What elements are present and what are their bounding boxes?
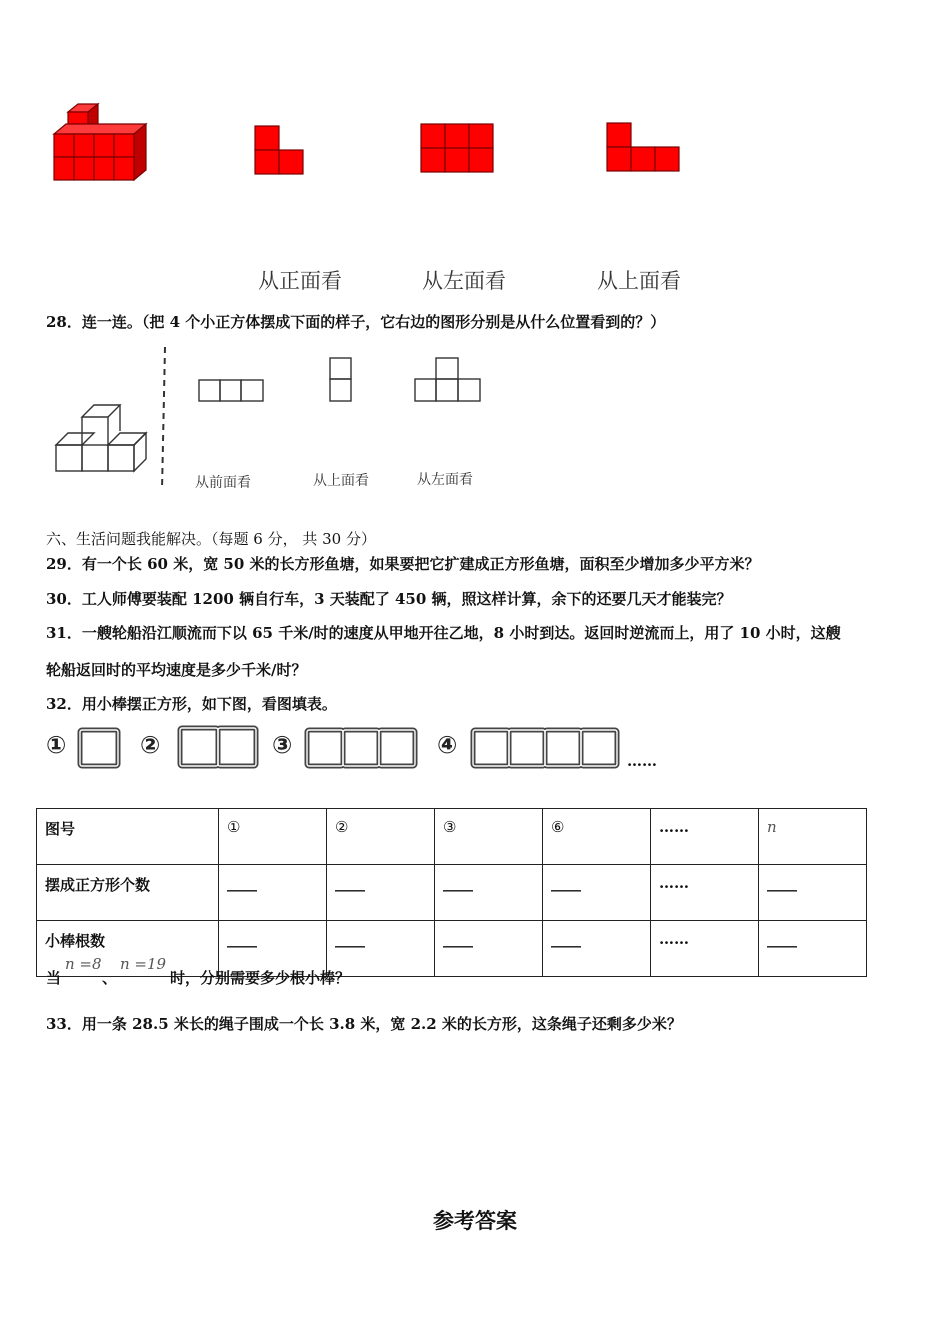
question-31-line2: 轮船返回时的平均速度是多少千米/时？: [46, 661, 307, 679]
table-cell: ②: [327, 809, 435, 865]
table-row: [37, 809, 867, 865]
answer-blank[interactable]: ____: [219, 921, 327, 977]
view-shape-pyramid: [415, 358, 480, 401]
stick-square-fig-1: [80, 730, 118, 766]
dashed-divider: [162, 347, 165, 490]
section-6-heading: 六、生活问题我能解决。（每题 6 分， 共 30 分）: [46, 530, 376, 548]
table-row: [37, 865, 867, 921]
stick-squares-figure: [70, 720, 630, 775]
answer-blank[interactable]: ____: [435, 865, 543, 921]
figure-mark-2: ②: [140, 731, 161, 759]
q28-label-front: 从前面看: [195, 475, 251, 491]
answer-blank[interactable]: ____: [759, 921, 867, 977]
cube-stack-drawing: [56, 405, 146, 471]
answer-blank[interactable]: ____: [327, 865, 435, 921]
answer-blank[interactable]: ____: [759, 865, 867, 921]
red-cube-figures: [40, 100, 720, 200]
q32-follow-suffix: 时，分别需要多少根小棒？: [170, 969, 351, 987]
figure-mark-4: ④: [437, 731, 458, 759]
view-shape-column2: [330, 358, 351, 401]
figure-mark-3: ③: [272, 731, 293, 759]
answers-title: 参考答案: [433, 1209, 517, 1233]
question-33: 33．用一条 28.5 米长的绳子围成一个长 3.8 米，宽 2.2 米的长方形，这条绳子还剩多少米？: [46, 1015, 682, 1033]
table-cell: 小棒根数: [37, 921, 219, 977]
table-cell: ……: [651, 921, 759, 977]
question-31-line1: 31．一艘轮船沿江顺流而下以 65 千米/时的速度从甲地开往乙地，8 小时到达。返回时逆流而上，用了 10 小时，这艘: [46, 624, 841, 642]
table-cell: ③: [435, 809, 543, 865]
stick-square-fig-3: [307, 730, 415, 766]
q28-label-top: 从上面看: [313, 473, 369, 489]
table-cell: 图号: [37, 809, 219, 865]
question-29: 29．有一个长 60 米，宽 50 米的长方形鱼塘，如果要把它扩建成正方形鱼塘，面积至少增加多少平方米？: [46, 555, 760, 573]
view-shape-row3: [199, 380, 263, 401]
answer-blank[interactable]: ____: [219, 865, 327, 921]
q28-label-left: 从左面看: [417, 472, 473, 488]
red-view-top: [607, 123, 679, 171]
answer-blank[interactable]: ____: [543, 921, 651, 977]
table-cell: ⑥: [543, 809, 651, 865]
red-view-left: [421, 124, 493, 172]
q32-follow-separator: 、: [102, 969, 118, 987]
answer-blank[interactable]: ____: [327, 921, 435, 977]
q32-follow-prefix: 当: [46, 969, 62, 987]
answer-blank[interactable]: ____: [435, 921, 543, 977]
figure-mark-1: ①: [46, 731, 67, 759]
table-cell: ……: [651, 809, 759, 865]
table-cell: 摆成正方形个数: [37, 865, 219, 921]
n-equals-8: n =8: [65, 955, 102, 973]
view-label-top: 从上面看: [597, 269, 681, 293]
q32-follow-up: [46, 955, 446, 990]
answer-blank[interactable]: ____: [543, 865, 651, 921]
table-cell: [759, 809, 867, 865]
red-view-front: [255, 126, 303, 174]
table-cell: ①: [219, 809, 327, 865]
question-28: 28．连一连。（把 4 个小正方体摆成下面的样子，它右边的图形分别是从什么位置看到的？）: [46, 313, 666, 331]
question-32: 32．用小棒摆正方形，如下图，看图填表。: [46, 695, 337, 713]
table-cell: ……: [651, 865, 759, 921]
question-30: 30．工人师傅要装配 1200 辆自行车，3 天装配了 450 辆，照这样计算，余下的还要几天才能装完？: [46, 590, 732, 608]
view-label-left: 从左面看: [422, 269, 506, 293]
fill-in-table: [36, 808, 867, 977]
figure-ellipsis: ……: [627, 752, 657, 770]
red-3d-cube-stack: [54, 104, 146, 180]
n-equals-19: n =19: [120, 955, 167, 973]
n-variable: n: [767, 818, 777, 836]
view-label-front: 从正面看: [258, 269, 342, 293]
